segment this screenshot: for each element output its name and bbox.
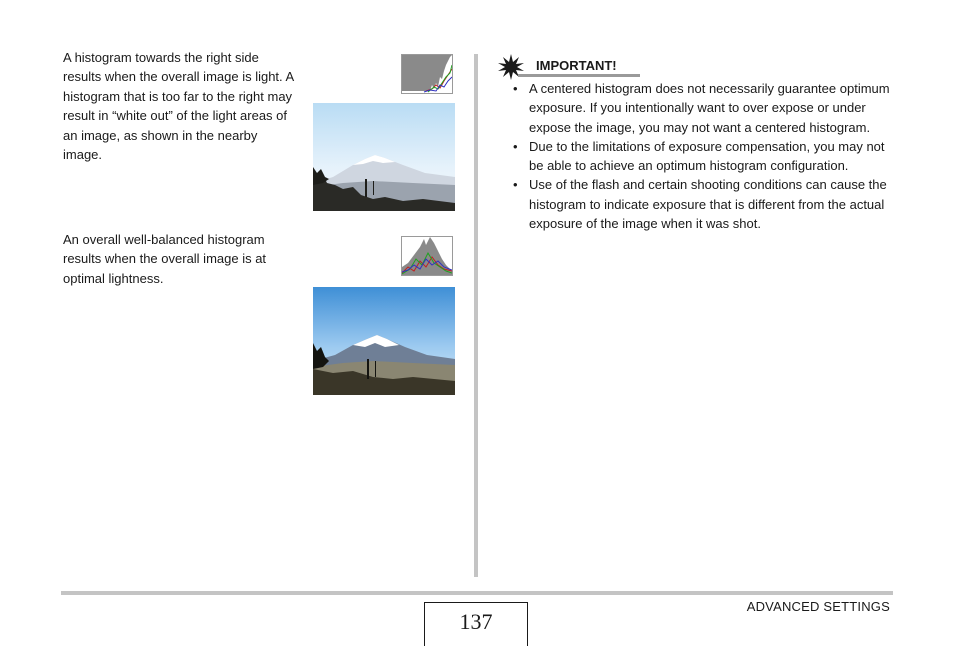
important-underline — [518, 74, 640, 77]
footer-rule — [61, 591, 893, 595]
photo-balanced-mountain — [313, 287, 455, 395]
histogram-balanced-image — [401, 236, 453, 276]
important-list — [510, 79, 896, 233]
photo-overexposed-mountain — [313, 103, 455, 211]
important-item-3: • Use of the flash and certain shooting conditions can cause the histogram to indicate exposure that is different from the actual exposure of the image when it was shot. — [510, 175, 896, 233]
important-item-2: • Due to the limitations of exposure compensation, you may not be able to achieve an optimum histogram configuration. — [510, 137, 896, 176]
paragraph-balanced-histogram: An overall well-balanced histogram results when the overall image is at optimal lightness. — [63, 232, 267, 286]
important-item-1: • A centered histogram does not necessarily guarantee optimum exposure. If you intentionally want to over expose or under expose the image, you may not want a centered histogram. — [510, 79, 896, 137]
section-label: ADVANCED SETTINGS — [746, 599, 890, 614]
page-number: 137 — [424, 602, 528, 646]
histogram-bright-image — [401, 54, 453, 94]
important-title: IMPORTANT! — [536, 58, 617, 73]
paragraph-bright-histogram: A histogram towards the right side results when the overall image is light. A histogram that is too far to the right may result in “white out” of the light areas of an image, as shown in the nearby image. — [63, 50, 294, 163]
important-header — [498, 54, 640, 78]
column-divider — [474, 54, 478, 577]
